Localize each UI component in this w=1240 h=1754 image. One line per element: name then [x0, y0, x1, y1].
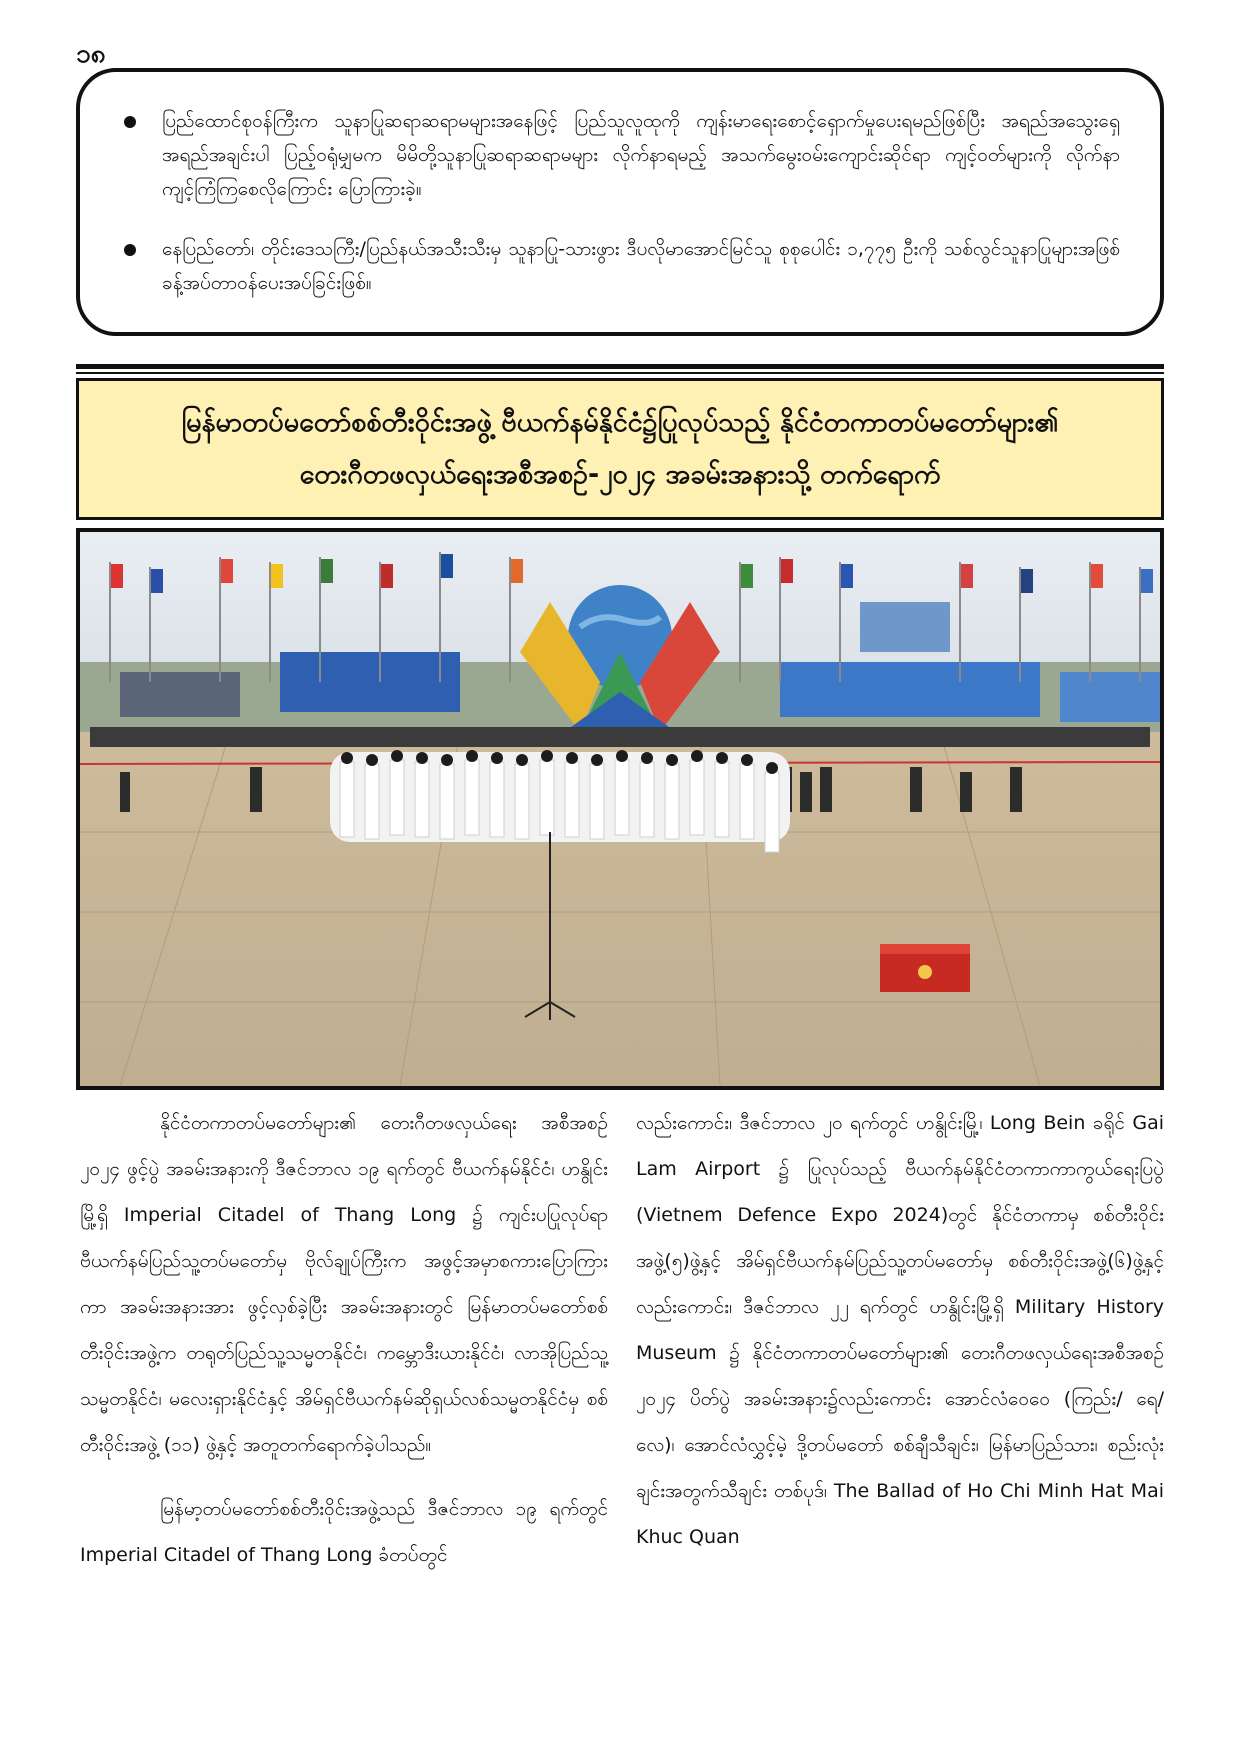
divider-thin	[76, 372, 1164, 374]
event-photo	[76, 528, 1164, 1090]
page-number: ၁၈	[76, 39, 106, 69]
headline-box	[76, 378, 1164, 520]
article-paragraph: မြန်မာ့တပ်မတော်စစ်တီးဝိုင်းအဖွဲ့သည် ဒီဇင်ဘာလ ၁၉ ရက်တွင် Imperial Citadel of Thang Long ခံတပ်တွင်	[80, 1498, 608, 1566]
summary-bullet-text: ပြည်ထောင်စုဝန်ကြီးက သူနာပြုဆရာဆရာမများအနေဖြင့် ပြည်သူလူထုကို ကျန်းမာရေးစောင့်ရှောက်မှုပေးရမည်ဖြစ်ပြီး အရည်အသွေးရှေ အရည်အချင်းပါ ပြည့်ဝရုံမျှမက မိမိတို့သူနာပြုဆရာဆရာမများ လိုက်နာရမည့် အသက်မွေးဝမ်းကျောင်းဆိုင်ရာ ကျင့်ဝတ်များကို လိုက်နာကျင့်ကြံကြစေလိုကြောင်း ပြောကြားခဲ့။	[162, 110, 1120, 200]
divider-thick	[76, 364, 1164, 369]
summary-box	[76, 68, 1164, 336]
headline-line-1: မြန်မာတပ်မတော်စစ်တီးဝိုင်းအဖွဲ့ ဗီယက်နမ်နိုင်ငံ၌ပြုလုပ်သည့် နိုင်ငံတကာတပ်မတော်များ၏	[181, 407, 1059, 438]
band-member-icon	[330, 750, 790, 852]
podium-icon	[880, 944, 970, 992]
summary-bullet-text: နေပြည်တော်၊ တိုင်းဒေသကြီး/ပြည်နယ်အသီးသီးမှ သူနာပြု-သားဖွား ဒီပလိုမာအောင်မြင်သူ စုစုပေါင်း ၁,၇၇၅ ဦးကို သစ်လွင်သူနာပြုများအဖြစ် ခန့်အပ်တာဝန်ပေးအပ်ခြင်းဖြစ်။	[162, 238, 1120, 294]
article-right-column	[636, 1100, 1164, 1560]
summary-bullet	[124, 104, 1120, 206]
article-left-column	[80, 1100, 608, 1578]
event-photo-illustration	[80, 532, 1160, 1086]
headline-line-2: တေးဂီတဖလှယ်ရေးအစီအစဉ်-၂၀၂၄ အခမ်းအနားသို့ တက်ရောက်	[299, 459, 941, 490]
article-paragraph: လည်းကောင်း၊ ဒီဇင်ဘာလ ၂၀ ရက်တွင် ဟနွိုင်းမြို့၊ Long Bein ခရိုင် Gai Lam Airport ၌ ပြုလုပ်သည့် ဗီယက်နမ်နိုင်ငံတကာကာကွယ်ရေးပြပွဲ (Vietnem Defence Expo 2024)တွင် နိုင်ငံတကာမှ စစ်တီးဝိုင်းအဖွဲ့(၅)ဖွဲ့နှင့် အိမ်ရှင်ဗီယက်နမ်ပြည်သူ့တပ်မတော်မှ စစ်တီးဝိုင်းအဖွဲ့(၆)ဖွဲ့နှင့်လည်းကောင်း၊ ဒီဇင်ဘာလ ၂၂ ရက်တွင် ဟနွိုင်းမြို့ရှိ Military History Museum ၌ နိုင်ငံတကာတပ်မတော်များ၏ တေးဂီတဖလှယ်ရေးအစီအစဉ် ၂၀၂၄ ပိတ်ပွဲ အခမ်းအနား၌လည်းကောင်း အောင်လံဝေဝေ (ကြည်း/ ရေ/ လေ)၊ အောင်လံလွှင့်မဲ့ ဒို့တပ်မတော် စစ်ချီသီချင်း၊ မြန်မာပြည်သား၊ စည်းလုံးချင်းအတွက်သီချင်း တစ်ပုဒ်၊ The Ballad of Ho Chi Minh Hat Mai Khuc Quan	[636, 1112, 1164, 1548]
bullet-dot-icon	[124, 116, 136, 128]
article-paragraph: နိုင်ငံတကာတပ်မတော်များ၏ တေးဂီတဖလှယ်ရေး အစီအစဉ် ၂၀၂၄ ဖွင့်ပွဲ အခမ်းအနားကို ဒီဇင်ဘာလ ၁၉ ရက်တွင် ဗီယက်နမ်နိုင်ငံ၊ ဟနွိုင်းမြို့ရှိ Imperial Citadel of Thang Long ၌ ကျင်းပပြုလုပ်ရာ ဗီယက်နမ်ပြည်သူ့တပ်မတော်မှ ဗိုလ်ချုပ်ကြီးက အဖွင့်အမှာစကားပြောကြားကာ အခမ်းအနားအား ဖွင့်လှစ်ခဲ့ပြီး အခမ်းအနားတွင် မြန်မာတပ်မတော်စစ်တီးဝိုင်းအဖွဲ့က တရုတ်ပြည်သူ့သမ္မတနိုင်ငံ၊ ကမ္ဘောဒီးယားနိုင်ငံ၊ လာအိုပြည်သူ့သမ္မတနိုင်ငံ၊ မလေးရှားနိုင်ငံနှင့် အိမ်ရှင်ဗီယက်နမ်ဆိုရှယ်လစ်သမ္မတနိုင်ငံမှ စစ်တီးဝိုင်းအဖွဲ့ (၁၁) ဖွဲ့နှင့် အတူတက်ရောက်ခဲ့ပါသည်။	[80, 1112, 608, 1456]
bullet-dot-icon	[124, 244, 136, 256]
summary-bullet	[124, 232, 1120, 300]
